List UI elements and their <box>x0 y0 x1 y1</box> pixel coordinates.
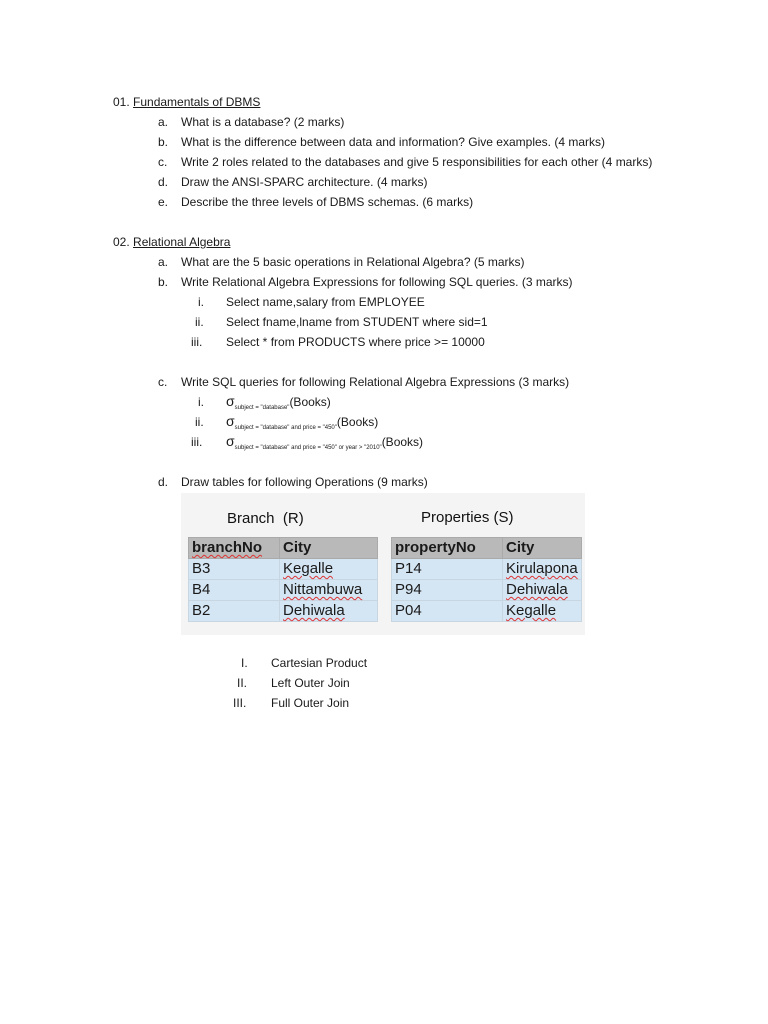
q2c-sub-label: iii. <box>191 435 203 449</box>
q2a-text: What are the 5 basic operations in Relational Algebra? (5 marks) <box>181 255 525 269</box>
table-row <box>392 580 582 601</box>
q2b-sub-text: Select fname,lname from STUDENT where sid=1 <box>226 315 488 329</box>
q2b-sub-text: Select name,salary from EMPLOYEE <box>226 295 425 309</box>
q1-item-text: Draw the ANSI-SPARC architecture. (4 marks) <box>181 175 428 189</box>
selection-condition: subject = "database" and price = "450" <box>234 425 337 431</box>
table-header-row <box>189 538 378 559</box>
header-cell: City <box>503 538 582 559</box>
q2d-label: d. <box>158 475 169 489</box>
properties-table-title <box>421 509 514 527</box>
table-cell <box>503 559 582 580</box>
q1-item-text: What is a database? (2 marks) <box>181 115 345 129</box>
q1-item-label: a. <box>158 115 169 129</box>
table-cell <box>280 601 378 622</box>
relations-figure <box>181 493 585 635</box>
operation-label: II. <box>237 676 248 690</box>
properties-title-tag: (S) <box>493 509 514 526</box>
branch-table <box>188 537 378 622</box>
selection-condition: subject = "database" <box>234 405 290 411</box>
branch-title-tag: (R) <box>282 510 304 527</box>
q1-item-label: c. <box>158 155 168 169</box>
q1-item-text: Write 2 roles related to the databases and give 5 responsibilities for each other (4 marks) <box>181 155 653 169</box>
header-cell <box>189 538 280 559</box>
table-cell: P94 <box>392 580 503 601</box>
q2b-sub-label: ii. <box>195 315 204 329</box>
q2c-sub-label: ii. <box>195 415 204 429</box>
sigma-symbol: σ <box>226 413 235 429</box>
sigma-symbol: σ <box>226 433 235 449</box>
q1-title: Fundamentals of DBMS <box>133 95 261 109</box>
q2c-expression <box>226 433 423 456</box>
q1-number: 01. <box>113 95 130 109</box>
sigma-symbol: σ <box>226 393 235 409</box>
city-value: Nittambuwa <box>283 581 363 598</box>
q1-heading <box>113 94 260 110</box>
table-cell: P14 <box>392 559 503 580</box>
operation-text: Full Outer Join <box>271 696 350 710</box>
q2-heading <box>113 234 230 250</box>
table-cell: B2 <box>189 601 280 622</box>
q2c-sub-label: i. <box>198 395 204 409</box>
q1-item-text: What is the difference between data and information? Give examples. (4 marks) <box>181 135 605 149</box>
relation-name: (Books) <box>336 415 379 429</box>
table-row <box>189 559 378 580</box>
selection-condition: subject = "database" and price = "450" or year > "2010" <box>234 445 382 451</box>
branch-title-text: Branch <box>227 510 275 527</box>
table-cell <box>280 559 378 580</box>
operation-label: III. <box>233 696 247 710</box>
q2c-label: c. <box>158 375 168 389</box>
branch-table-title <box>227 510 304 528</box>
q1-item-label: e. <box>158 195 169 209</box>
header-cell: propertyNo <box>392 538 503 559</box>
city-value: Kirulapona <box>506 560 578 577</box>
q2b-label: b. <box>158 275 169 289</box>
operation-label: I. <box>241 656 248 670</box>
q1-item-label: b. <box>158 135 169 149</box>
operation-text: Cartesian Product <box>271 656 368 670</box>
q1-item-text: Describe the three levels of DBMS schemas. (6 marks) <box>181 195 474 209</box>
table-row <box>189 580 378 601</box>
table-cell: P04 <box>392 601 503 622</box>
operation-text: Left Outer Join <box>271 676 350 690</box>
city-value: Kegalle <box>283 560 334 577</box>
properties-title-text: Properties <box>421 509 490 526</box>
q2b-sub-text: Select * from PRODUCTS where price >= 10000 <box>226 335 485 349</box>
properties-table <box>391 537 582 622</box>
q2d-text: Draw tables for following Operations (9 marks) <box>181 475 428 489</box>
relation-name: (Books) <box>289 395 331 409</box>
table-row <box>392 601 582 622</box>
relation-name: (Books) <box>381 435 424 449</box>
city-value: Dehiwala <box>283 602 345 619</box>
table-cell: B3 <box>189 559 280 580</box>
q2a-label: a. <box>158 255 169 269</box>
table-cell <box>280 580 378 601</box>
q2c-text: Write SQL queries for following Relational Algebra Expressions (3 marks) <box>181 375 570 389</box>
q2b-sub-label: i. <box>198 295 204 309</box>
table-cell: B4 <box>189 580 280 601</box>
q2b-sub-label: iii. <box>191 335 203 349</box>
q2-title: Relational Algebra <box>133 235 231 249</box>
q2b-text: Write Relational Algebra Expressions for following SQL queries. (3 marks) <box>181 275 573 289</box>
table-cell <box>503 580 582 601</box>
table-row <box>189 601 378 622</box>
table-cell <box>503 601 582 622</box>
q2-number: 02. <box>113 235 130 249</box>
city-value: Kegalle <box>506 602 557 619</box>
table-header-row <box>392 538 582 559</box>
table-row <box>392 559 582 580</box>
header-branchno: branchNo <box>192 539 263 556</box>
header-cell: City <box>280 538 378 559</box>
q1-item-label: d. <box>158 175 169 189</box>
city-value: Dehiwala <box>506 581 568 598</box>
